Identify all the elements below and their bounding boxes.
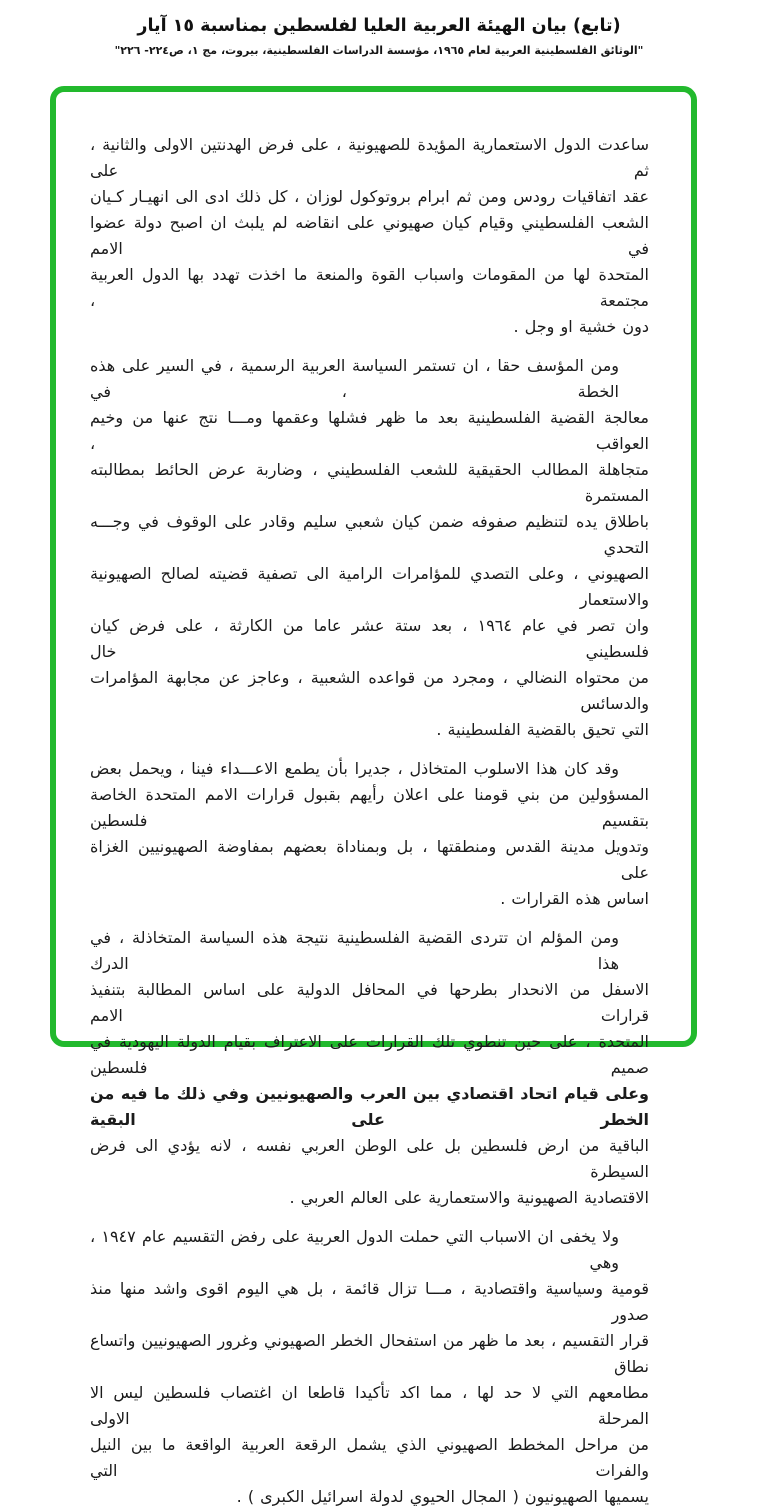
text-line: الباقية من ارض فلسطين بل على الوطن العربي نفسه ، لانه يؤدي الى فرض السيطرة <box>90 1136 649 1181</box>
text-line: ومن المؤسف حقا ، ان تستمر السياسة العربية الرسمية ، في السير على هذه الخطة ، في <box>90 356 619 401</box>
page-header <box>0 16 758 57</box>
text-line: قومية وسياسية واقتصادية ، مـــا تزال قائمة ، بل هي اليوم اقوى واشد منها منذ صدور <box>90 1279 649 1324</box>
text-line: وقد كان هذا الاسلوب المتخاذل ، جديرا بأن يطمع الاعـــداء فينا ، ويحمل بعض <box>90 759 619 778</box>
paragraph <box>90 132 649 340</box>
paragraph <box>90 1224 649 1510</box>
text-line: متجاهلة المطالب الحقيقية للشعب الفلسطيني ، وضاربة عرض الحائط بمطالبته المستمرة <box>90 460 649 505</box>
text-line: دون خشية او وجل . <box>513 317 649 336</box>
paragraph <box>90 353 649 743</box>
text-line: المتحدة ، على حين تنطوي تلك القرارات على الاعتراف بقيام الدولة اليهودية في صميم فلسطين <box>90 1032 649 1077</box>
paragraph <box>90 756 649 912</box>
text-line: وعلى قيام اتحاد اقتصادي بين العرب والصهيونيين وفي ذلك ما فيه من الخطر على البقية <box>90 1084 649 1129</box>
text-line: عقد اتفاقيات رودس ومن ثم ابرام بروتوكول لوزان ، كل ذلك ادى الى انهيـار كـيان <box>90 187 649 206</box>
paragraph <box>90 925 649 1211</box>
text-line: وان تصر في عام ١٩٦٤ ، بعد ستة عشر عاما من الكارثة ، على فرض كيان فلسطيني خال <box>90 616 650 661</box>
text-line: معالجة القضية الفلسطينية بعد ما ظهر فشلها وعقمها ومـــا نتج عنها من وخيم العواقب ، <box>90 408 649 453</box>
text-line: مطامعهم التي لا حد لها ، مما اكد تأكيدا قاطعا ان اغتصاب فلسطين ليس الا المرحلة الاولى <box>90 1383 649 1428</box>
text-line: وتدويل مدينة القدس ومنطقتها ، بل وبمناداة بعضهم بمفاوضة الصهيونيين الغزاة على <box>90 837 649 882</box>
text-line: المتحدة لها من المقومات واسباب القوة والمنعة ما اخذت تهدد بها الدول العربية مجتمعة ، <box>90 265 649 310</box>
text-line: من محتواه النضالي ، ومجرد من قواعده الشعبية ، وعاجز عن مجابهة المؤامرات والدسائس <box>90 668 649 713</box>
text-line: الصهيوني ، وعلى التصدي للمؤامرات الرامية الى تصفية قضيته لصالح الصهيونية والاستعمار <box>90 564 649 609</box>
text-line: الاقتصادية الصهيونية والاستعمارية على العالم العربي . <box>289 1188 649 1207</box>
text-line: قرار التقسيم ، بعد ما ظهر من استفحال الخطر الصهيوني وغرور الصهيونيين واتساع نطاق <box>90 1331 649 1376</box>
text-line: ساعدت الدول الاستعمارية المؤيدة للصهيونية ، على فرض الهدنتين الاولى والثانية ، ثم على <box>90 135 649 180</box>
text-line: باطلاق يده لتنظيم صفوفه ضمن كيان شعبي سليم وقادر على الوقوف في وجـــه التحدي <box>90 512 649 557</box>
text-line: ولا يخفى ان الاسباب التي حملت الدول العربية على رفض التقسيم عام ١٩٤٧ ، وهي <box>90 1227 620 1272</box>
document-body <box>56 92 691 1510</box>
text-line: يسميها الصهيونيون ( المجال الحيوي لدولة اسرائيل الكبرى ) . <box>236 1487 649 1506</box>
text-line: المسؤولين من بني قومنا على اعلان رأيهم بقبول قرارات الامم المتحدة الخاصة بتقسيم فلسطين <box>90 785 649 830</box>
green-border-frame <box>50 86 697 1506</box>
text-line: من مراحل المخطط الصهيوني الذي يشمل الرقعة العربية الواقعة ما بين النيل والفرات التي <box>90 1435 649 1480</box>
text-line: التي تحيق بالقضية الفلسطينية . <box>436 720 649 739</box>
document-title: (تابع) بيان الهيئة العربية العليا لفلسطين بمناسبة ١٥ آيار <box>137 16 621 36</box>
text-line: الاسفل من الانحدار بطرحها في المحافل الدولية على اساس المطالبة بتنفيذ قرارات الامم <box>90 980 649 1025</box>
text-line: الشعب الفلسطيني وقيام كيان صهيوني على انقاضه لم يلبث ان اصبح دولة عضوا في الامم <box>90 213 649 258</box>
source-citation: "الوثائق الفلسطينية العربية لعام ١٩٦٥، مؤسسة الدراسات الفلسطينية، بيروت، مج ١، ص٢٢٤- ٢٢٦" <box>114 44 644 57</box>
text-line: ومن المؤلم ان تتردى القضية الفلسطينية نتيجة هذه السياسة المتخاذلة ، في هذا الدرك <box>90 928 619 973</box>
text-line: اساس هذه القرارات . <box>500 889 649 908</box>
